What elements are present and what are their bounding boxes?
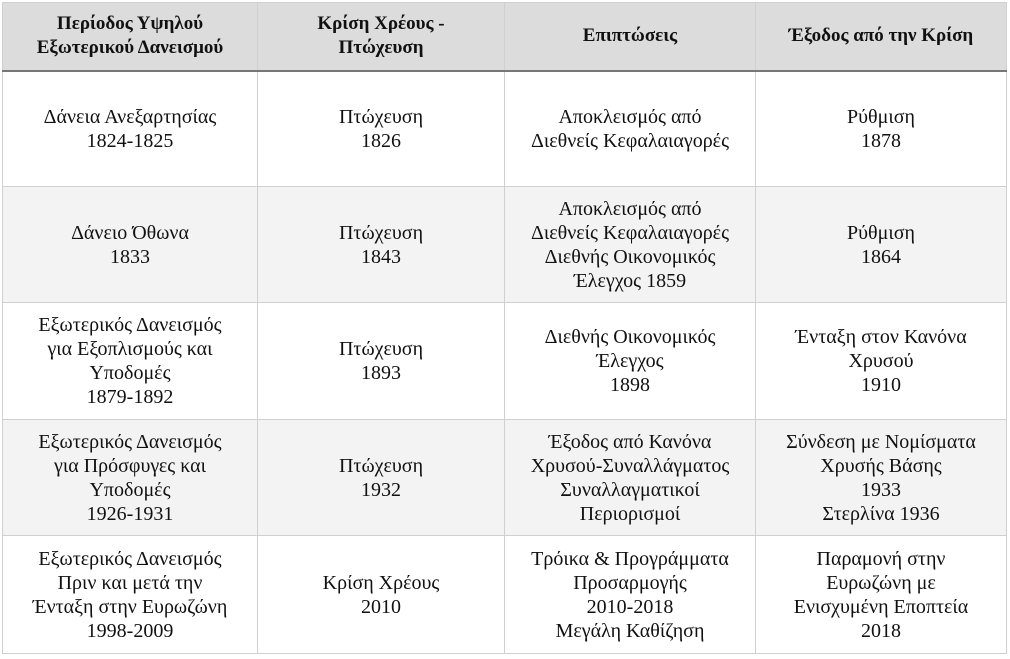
cell-consequences	[505, 187, 756, 303]
cell-crisis	[258, 187, 505, 303]
cell-line: Έλεγχος	[596, 350, 664, 372]
cell-consequences	[505, 536, 756, 654]
cell-line: 1998-2009	[86, 619, 174, 642]
cell-line: Πτώχευση	[338, 221, 424, 244]
cell-line: Χρυσής Βάσης	[820, 454, 942, 477]
cell-line: 2010	[361, 595, 401, 618]
cell-line: 1843	[361, 245, 401, 268]
cell-line: Πριν και μετά την	[57, 571, 203, 594]
cell-line: Προσαρμογής	[573, 571, 687, 594]
cell-line: για Εξοπλισμούς και	[47, 338, 213, 360]
cell-line: 1833	[110, 245, 150, 268]
header-line: Πτώχευση	[338, 37, 424, 59]
table-row	[3, 303, 1007, 420]
cell-line: Ρύθμιση	[847, 105, 915, 128]
cell-line: 1910	[861, 374, 901, 396]
cell-crisis	[258, 536, 505, 654]
cell-line: Κρίση Χρέους	[322, 571, 440, 594]
cell-exit	[756, 303, 1007, 420]
cell-line: Διεθνής Οικονομικός	[544, 326, 716, 348]
cell-line: 2018	[861, 619, 901, 642]
cell-line: Αποκλεισμός από	[558, 105, 702, 128]
table-row	[3, 420, 1007, 536]
cell-exit	[756, 536, 1007, 654]
cell-line: Ένταξη στον Κανόνα	[795, 326, 967, 348]
cell-period	[3, 187, 258, 303]
cell-line: Τρόικα & Προγράμματα	[531, 547, 729, 570]
cell-line: Ρύθμιση	[847, 221, 915, 244]
cell-line: Στερλίνα 1936	[822, 502, 940, 525]
cell-line: 1826	[361, 129, 401, 152]
cell-crisis	[258, 71, 505, 187]
header-line: Περίοδος Υψηλού	[56, 13, 204, 35]
cell-line: Υποδομές	[89, 478, 171, 501]
cell-line: 1864	[861, 245, 901, 268]
cell-line: Έλεγχος 1859	[573, 269, 687, 292]
header-line: Επιπτώσεις	[582, 25, 678, 47]
cell-period	[3, 303, 258, 420]
cell-consequences	[505, 420, 756, 536]
cell-line: 1932	[361, 478, 401, 501]
cell-line: Πτώχευση	[338, 454, 424, 477]
debt-crisis-table	[2, 2, 1007, 654]
cell-line: Δάνεια Ανεξαρτησίας	[43, 105, 217, 128]
table-body	[3, 71, 1007, 654]
cell-line: Ένταξη στην Ευρωζώνη	[32, 595, 228, 618]
table-header	[3, 3, 1007, 71]
cell-period	[3, 71, 258, 187]
header-consequences	[505, 3, 756, 71]
cell-line: Υποδομές	[89, 362, 171, 384]
cell-exit	[756, 187, 1007, 303]
header-period	[3, 3, 258, 71]
cell-line: Συναλλαγματικοί	[560, 478, 700, 501]
cell-line: 1878	[861, 129, 901, 152]
table-row	[3, 71, 1007, 187]
header-line: Κρίση Χρέους -	[317, 13, 445, 35]
cell-line: Διεθνείς Κεφαλαιαγορές	[531, 129, 729, 152]
cell-line: Πτώχευση	[338, 338, 424, 360]
cell-line: Σύνδεση με Νομίσματα	[786, 430, 976, 453]
cell-consequences	[505, 71, 756, 187]
cell-line: Χρυσού	[848, 350, 914, 372]
cell-line: Εξωτερικός Δανεισμός	[38, 314, 222, 336]
cell-line: 1898	[610, 374, 650, 396]
header-line: Έξοδος από την Κρίση	[788, 25, 974, 47]
table-row	[3, 536, 1007, 654]
cell-line: 2010-2018	[586, 595, 674, 618]
cell-line: Αποκλεισμός από	[558, 197, 702, 220]
cell-line: Δάνειο Όθωνα	[71, 221, 189, 244]
cell-line: 1926-1931	[86, 502, 174, 525]
cell-line: 1893	[361, 362, 401, 384]
cell-line: για Πρόσφυγες και	[54, 454, 206, 477]
header-crisis	[258, 3, 505, 71]
cell-line: Εξωτερικός Δανεισμός	[38, 430, 222, 453]
cell-line: Μεγάλη Καθίζηση	[555, 619, 705, 642]
cell-line: Πτώχευση	[338, 105, 424, 128]
cell-line: Διεθνής Οικονομικός	[544, 245, 716, 268]
table-row	[3, 187, 1007, 303]
cell-line: Ευρωζώνη με	[826, 571, 936, 594]
cell-consequences	[505, 303, 756, 420]
cell-line: Εξωτερικός Δανεισμός	[38, 547, 222, 570]
cell-line: Παραμονή στην	[816, 547, 946, 570]
header-row	[3, 3, 1007, 71]
cell-line: Περιορισμοί	[579, 502, 681, 525]
cell-exit	[756, 420, 1007, 536]
header-exit	[756, 3, 1007, 71]
cell-crisis	[258, 303, 505, 420]
cell-line: Διεθνείς Κεφαλαιαγορές	[531, 221, 729, 244]
cell-crisis	[258, 420, 505, 536]
cell-line: Ενισχυμένη Εποπτεία	[793, 595, 969, 618]
cell-line: 1933	[861, 478, 901, 501]
cell-line: Έξοδος από Κανόνα	[548, 430, 712, 453]
cell-line: Χρυσού-Συναλλάγματος	[530, 454, 730, 477]
cell-line: 1824-1825	[86, 129, 174, 152]
header-line: Εξωτερικού Δανεισμού	[36, 37, 224, 59]
cell-period	[3, 420, 258, 536]
cell-period	[3, 536, 258, 654]
cell-line: 1879-1892	[86, 386, 174, 408]
cell-exit	[756, 71, 1007, 187]
